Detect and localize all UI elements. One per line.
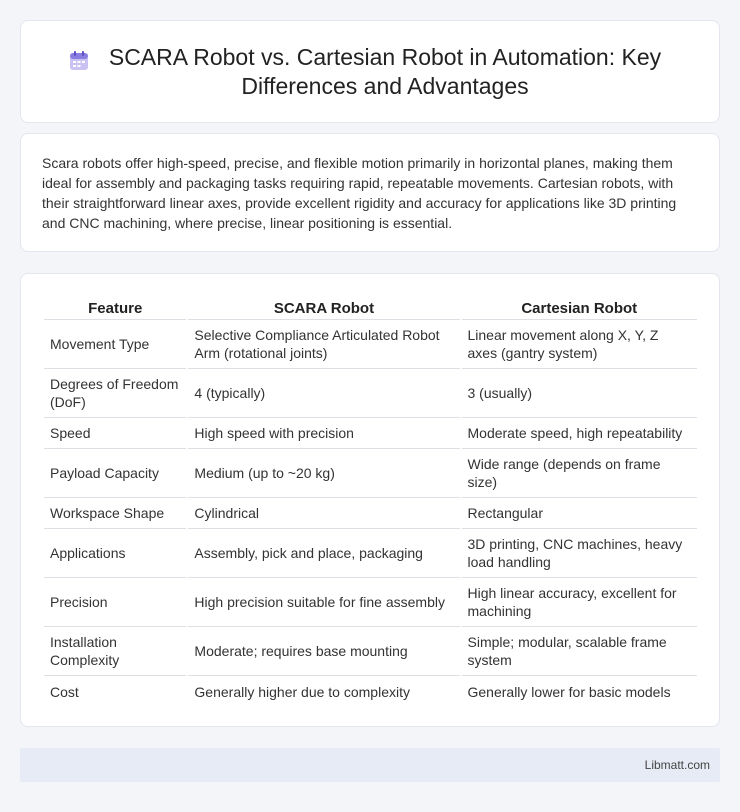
- table-header-row: [44, 294, 697, 320]
- table-row: [44, 676, 697, 707]
- table-row: [44, 578, 697, 627]
- scara-cell: Selective Compliance Articulated Robot Arm (rotational joints): [188, 320, 459, 369]
- intro-paragraph: Scara robots offer high-speed, precise, and flexible motion primarily in horizontal planes, making them ideal for assembly and packaging tasks requiring rapid, repeatable movements. Cartesian robots, with their straightforward linear axes, provide excellent rigidity and accuracy for applications like 3D printing and CNC machining, where precise, linear positioning is essential.: [42, 155, 677, 231]
- feature-cell: Degrees of Freedom (DoF): [44, 369, 186, 418]
- cartesian-cell: 3D printing, CNC machines, heavy load handling: [462, 529, 698, 578]
- cartesian-cell: Linear movement along X, Y, Z axes (gantry system): [462, 320, 698, 369]
- feature-cell: Payload Capacity: [44, 449, 186, 498]
- scara-cell: High precision suitable for fine assembly: [188, 578, 459, 627]
- scara-cell: High speed with precision: [188, 418, 459, 449]
- cartesian-cell: Wide range (depends on frame size): [462, 449, 698, 498]
- feature-cell: Workspace Shape: [44, 498, 186, 529]
- scara-cell: Moderate; requires base mounting: [188, 627, 459, 676]
- comparison-table-card: [20, 273, 720, 727]
- intro-card: [20, 133, 720, 252]
- cartesian-cell: 3 (usually): [462, 369, 698, 418]
- scara-cell: Cylindrical: [188, 498, 459, 529]
- table-row: [44, 449, 697, 498]
- cartesian-cell: Moderate speed, high repeatability: [462, 418, 698, 449]
- cartesian-cell: Rectangular: [462, 498, 698, 529]
- table-row: [44, 418, 697, 449]
- scara-cell: 4 (typically): [188, 369, 459, 418]
- footer-brand-link[interactable]: Libmatt.com: [644, 758, 710, 772]
- table-row: [44, 320, 697, 369]
- feature-cell: Movement Type: [44, 320, 186, 369]
- comparison-table: [42, 294, 699, 707]
- page-title: SCARA Robot vs. Cartesian Robot in Automation: Key Differences and Advantages: [108, 43, 662, 99]
- scara-cell: Generally higher due to complexity: [194, 683, 410, 700]
- cartesian-cell: Simple; modular, scalable frame system: [462, 627, 698, 676]
- scara-cell: Assembly, pick and place, packaging: [188, 529, 459, 578]
- feature-cell: Applications: [44, 529, 186, 578]
- feature-cell: Speed: [44, 418, 186, 449]
- header-feature: Feature: [44, 294, 186, 320]
- table-row: [44, 627, 697, 676]
- title-card: [20, 20, 720, 123]
- table-row: [44, 529, 697, 578]
- scara-cell: Medium (up to ~20 kg): [188, 449, 459, 498]
- cartesian-cell: High linear accuracy, excellent for machining: [462, 578, 698, 627]
- feature-cell: Installation Complexity: [44, 627, 186, 676]
- feature-cell: Cost: [50, 683, 79, 700]
- table-row: [44, 498, 697, 529]
- header-cartesian-robot: Cartesian Robot: [462, 294, 698, 320]
- header-scara-robot: SCARA Robot: [188, 294, 459, 320]
- cartesian-cell: Generally lower for basic models: [467, 683, 671, 700]
- feature-cell: Precision: [44, 578, 186, 627]
- table-row: [44, 369, 697, 418]
- footer: [20, 748, 720, 782]
